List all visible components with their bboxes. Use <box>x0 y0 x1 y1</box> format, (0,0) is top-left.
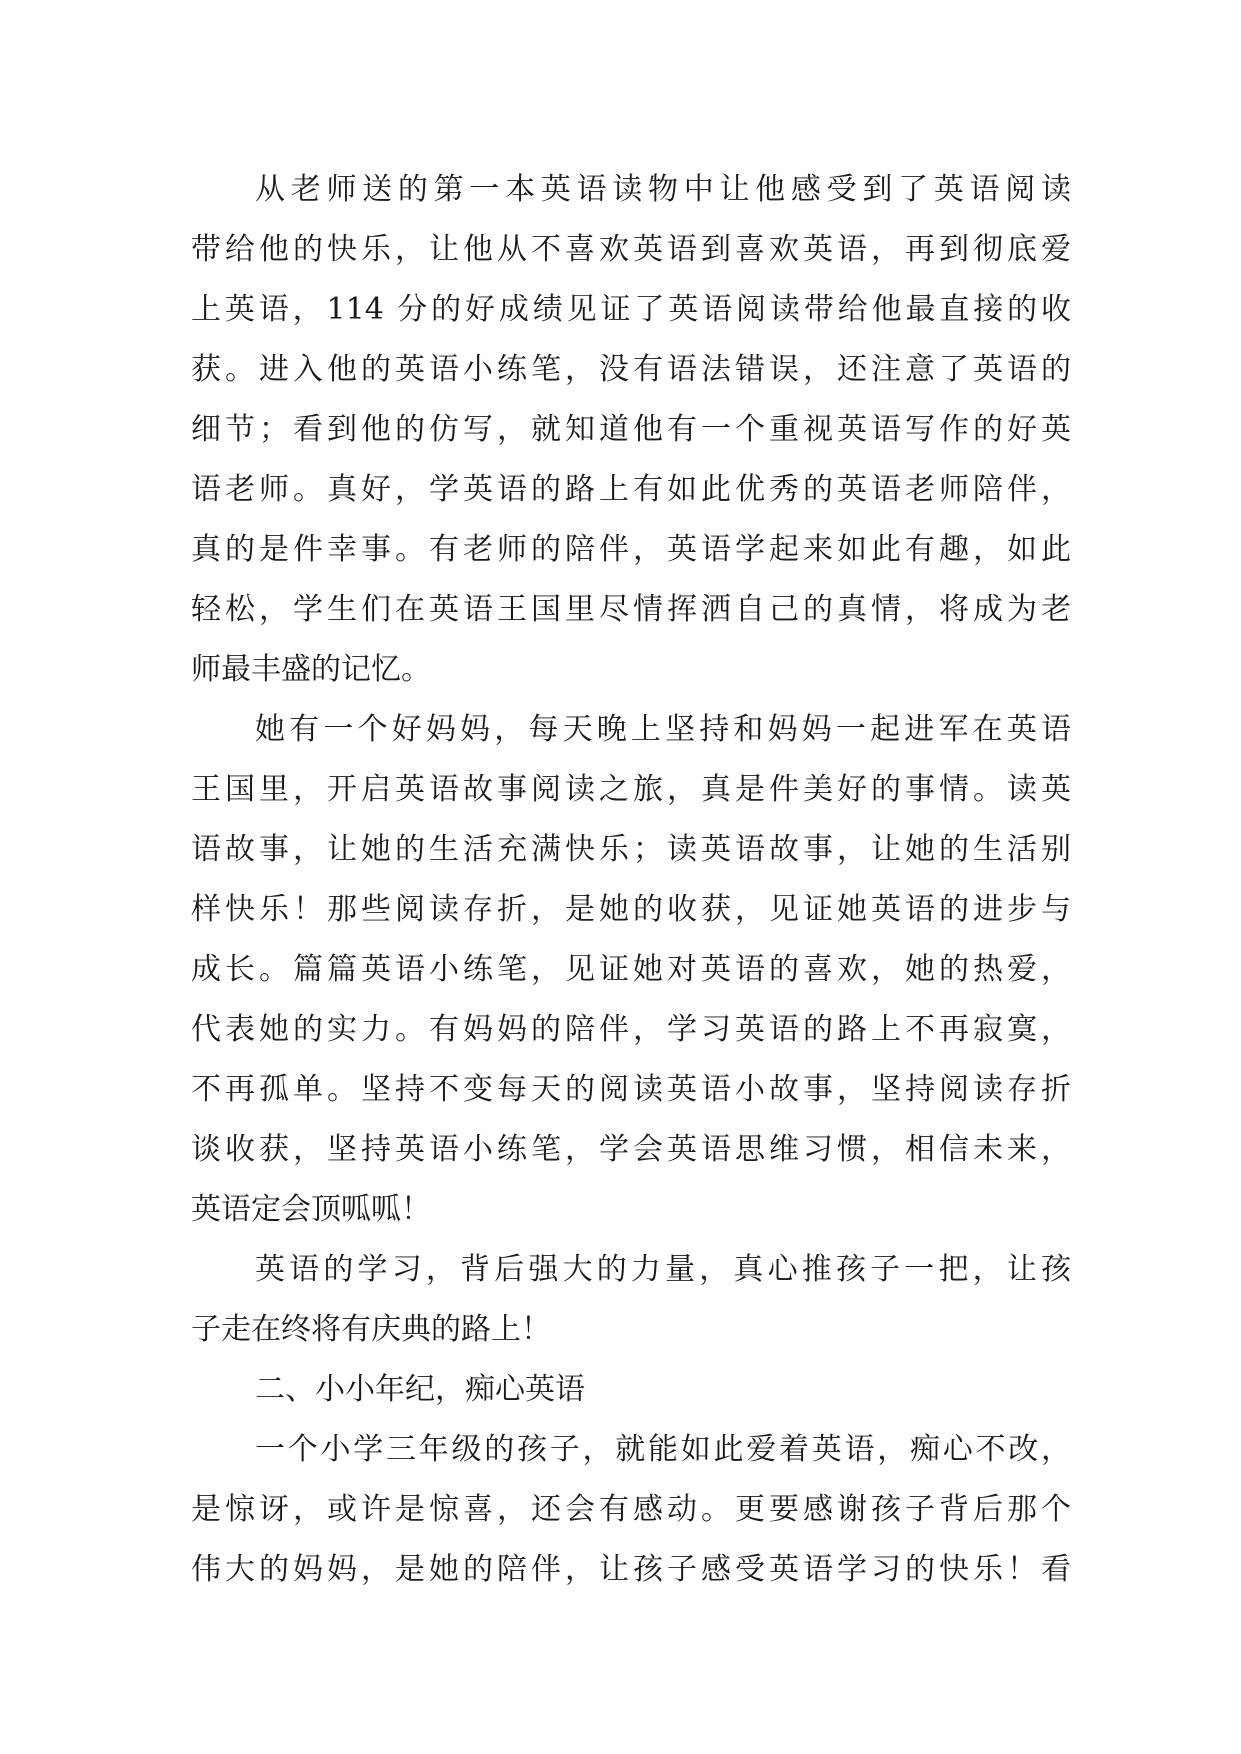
text-line: 语故事，让她的生活充满快乐；读英语故事，让她的生活别 <box>191 832 1071 867</box>
paragraph <box>191 1420 1071 1600</box>
section-heading <box>191 1360 1071 1420</box>
text-line: 是惊讶，或许是惊喜，还会有感动。更要感谢孩子背后那个 <box>191 1492 1071 1527</box>
text-line: 伟大的妈妈，是她的陪伴，让孩子感受英语学习的快乐！看 <box>191 1552 1071 1587</box>
text-line: 带给他的快乐，让他从不喜欢英语到喜欢英语，再到彻底爱 <box>191 232 1071 267</box>
text-line: 一个小学三年级的孩子，就能如此爱着英语，痴心不改， <box>255 1432 1071 1467</box>
text-line: 真的是件幸事。有老师的陪伴，英语学起来如此有趣，如此 <box>191 532 1071 567</box>
text-line: 获。进入他的英语小练笔，没有语法错误，还注意了英语的 <box>191 352 1071 387</box>
text-line: 语老师。真好，学英语的路上有如此优秀的英语老师陪伴， <box>191 472 1071 507</box>
text-line: 细节；看到他的仿写，就知道他有一个重视英语写作的好英 <box>191 412 1071 447</box>
text-line: 成长。篇篇英语小练笔，见证她对英语的喜欢，她的热爱， <box>191 952 1071 987</box>
text-line: 她有一个好妈妈，每天晚上坚持和妈妈一起进军在英语 <box>255 712 1071 747</box>
text-line: 王国里，开启英语故事阅读之旅，真是件美好的事情。读英 <box>191 772 1071 807</box>
text-line: 从老师送的第一本英语读物中让他感受到了英语阅读 <box>255 172 1071 207</box>
text-line: 子走在终将有庆典的路上！ <box>191 1312 551 1347</box>
text-line: 英语的学习，背后强大的力量，真心推孩子一把，让孩 <box>255 1252 1071 1287</box>
text-line: 样快乐！那些阅读存折，是她的收获，见证她英语的进步与 <box>191 892 1071 927</box>
text-line: 不再孤单。坚持不变每天的阅读英语小故事，坚持阅读存折 <box>191 1072 1071 1107</box>
paragraph <box>191 1240 1071 1360</box>
text-line: 上英语，114 分的好成绩见证了英语阅读带给他最直接的收 <box>191 292 1071 327</box>
paragraph <box>191 700 1071 1240</box>
document-body <box>191 160 1071 1600</box>
text-line: 轻松，学生们在英语王国里尽情挥洒自己的真情，将成为老 <box>191 592 1071 627</box>
text-line: 代表她的实力。有妈妈的陪伴，学习英语的路上不再寂寞， <box>191 1012 1071 1047</box>
text-line: 谈收获，坚持英语小练笔，学会英语思维习惯，相信未来， <box>191 1132 1071 1167</box>
paragraph <box>191 160 1071 700</box>
heading-line: 二、小小年纪，痴心英语 <box>255 1372 585 1407</box>
text-line: 英语定会顶呱呱！ <box>191 1192 431 1227</box>
text-line: 师最丰盛的记忆。 <box>191 652 431 687</box>
